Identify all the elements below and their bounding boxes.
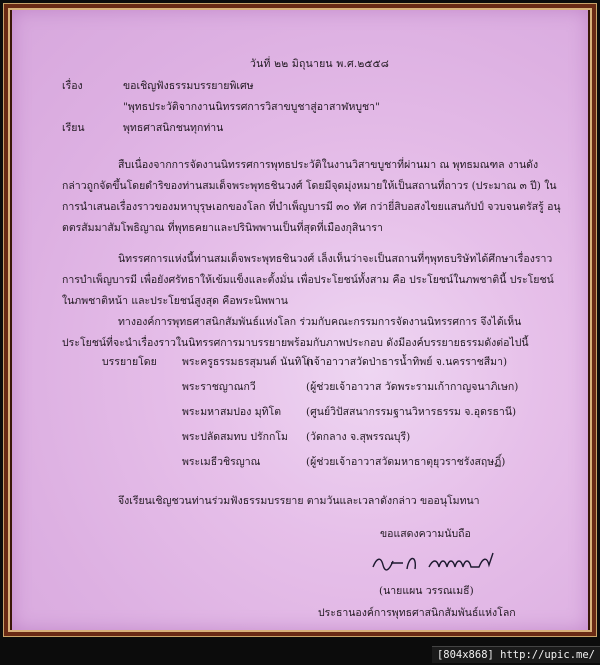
subject-line-1: ขอเชิญฟังธรรมบรรยายพิเศษ (123, 80, 254, 92)
to-label: เรียน (62, 122, 85, 134)
letter-paper (12, 10, 588, 630)
to-value: พุทธศาสนิกชนทุกท่าน (123, 122, 224, 134)
lecturer-affiliation: (ผู้ช่วยเจ้าอาวาสวัดมหาธาตุยุวราชรังสฤษฏิ์) (306, 456, 506, 468)
signer-title: ประธานองค์การพุทธศาสนิกสัมพันธ์แห่งโลก (318, 607, 516, 619)
lecturer-affiliation: (เจ้าอาวาสวัดป่าธารน้ำทิพย์ จ.นครราชสีมา) (306, 356, 508, 368)
regards-line: ขอแสดงความนับถือ (380, 528, 471, 540)
handwritten-signature (367, 545, 507, 577)
lecturer-name: พระปลัดสมทบ ปรักกโม (182, 431, 288, 443)
signer-name: (นายแผน วรรณเมธี) (379, 585, 474, 597)
lecturer-affiliation: (วัดกลาง จ.สุพรรณบุรี) (306, 431, 411, 443)
lecturer-name: พระครูธรรมธรสุมนต์ นันทิโก (182, 356, 314, 368)
subject-label: เรื่อง (62, 80, 83, 92)
image-host-watermark: [804x868] http://upic.me/ (432, 646, 600, 663)
lecturer-affiliation: (ศูนย์วิปัสสนากรรมฐานวิหารธรรม จ.อุดรธานี) (306, 406, 517, 418)
lecturer-label: บรรยายโดย (102, 356, 157, 368)
letter-date: วันที่ ๒๒ มิถุนายน พ.ศ.๒๕๕๘ (250, 58, 390, 70)
lecturer-affiliation: (ผู้ช่วยเจ้าอาวาส วัดพระรามเก้ากาญจนาภิเษก) (306, 381, 519, 393)
closing-line: จึงเรียนเชิญชวนท่านร่วมฟังธรรมบรรยาย ตามวันและเวลาดังกล่าว ขออนุโมทนา (118, 495, 480, 507)
subject-line-2: "พุทธประวัติจากงานนิทรรศการวิสาขบูชาสู่อาสาฬหบูชา" (123, 101, 380, 113)
paragraph-3: ทางองค์การพุทธศาสนิกสัมพันธ์แห่งโลก ร่วมกับคณะกรรมการจัดงานนิทรรศการ จึงได้เห็นประโยชน์ที่จะนำเรื่องราวในนิทรรศการมาบรรยายพร้อมกับภาพประกอบ ดังมีองค์บรรยายธรรมดังต่อไปนี้ (62, 316, 529, 349)
lecturer-name: พระเมธีวชิรญาณ (182, 456, 261, 468)
paragraph-1: สืบเนื่องจากการจัดงานนิทรรศการพุทธประวัติในงานวิสาขบูชาที่ผ่านมา ณ พุทธมณฑล งานดังกล่าวถูกจัดขึ้นโดยดำริของท่านสมเด็จพระพุทธชินวงศ์ โดยมีจุดมุ่งหมายให้เป็นสถานที่ถาวร (ประมาณ ๓ ปี) ในการนำเสนอเรื่องราวของมหาบุรุษเอกของโลก ที่บำเพ็ญบารมี ๓๐ ทัศ กว่ายี่สิบอสงไขยแสนกัปป์ จวบจนตรัสรู้ อนุตตรสัมมาสัมโพธิญาณ ที่พุทธคยาและปรินิพพานเป็นที่สุดที่เมืองกุสินารา (62, 159, 561, 234)
lecturer-name: พระมหาสมปอง มุทิโต (182, 406, 282, 418)
lecturer-name: พระราชญาณกวี (182, 381, 256, 393)
paragraph-2: นิทรรศการแห่งนี้ท่านสมเด็จพระพุทธชินวงศ์ เล็งเห็นว่าจะเป็นสถานที่ๆพุทธบริษัทได้ศึกษาเรื่องราวการบำเพ็ญบารมี เพื่อยังศรัทธาให้เข้มแข็งและตั้งมั่น เพื่อประโยชน์ทั้งสาม คือ ประโยชน์ในภพชาตินี้ ประโยชน์ในภพชาติหน้า และประโยชน์สูงสุด คือพระนิพพาน (62, 253, 554, 307)
